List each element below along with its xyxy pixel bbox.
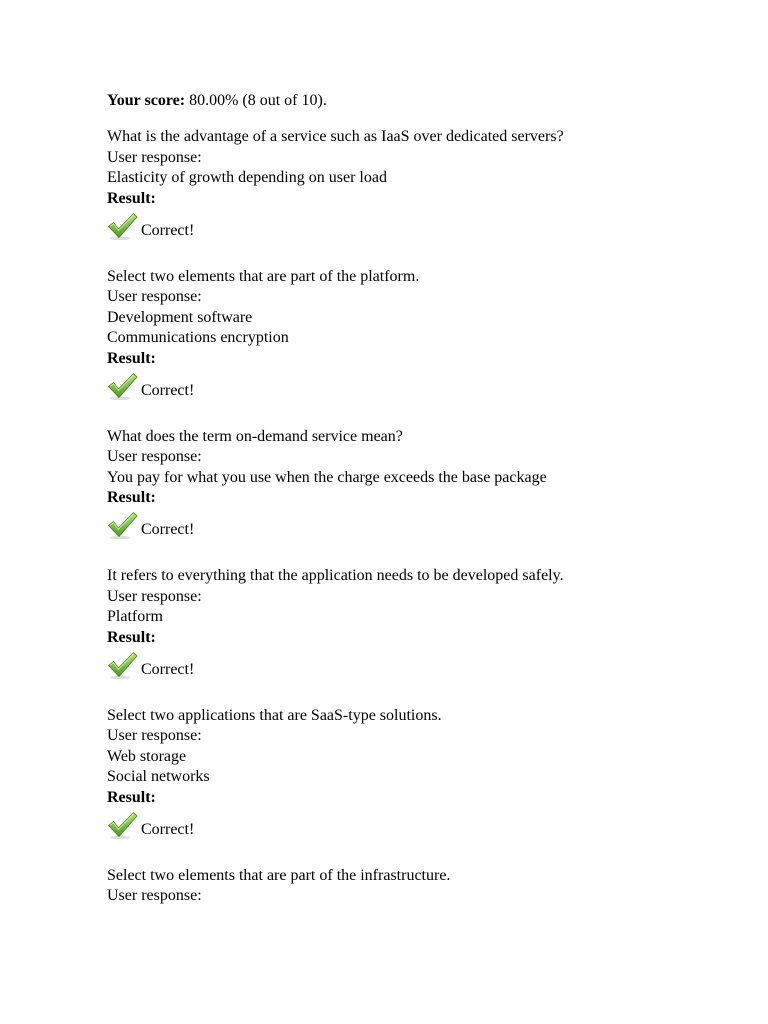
- score-line: [107, 91, 747, 111]
- user-response-answer: You pay for what you use when the charge exceeds the base package: [107, 468, 547, 486]
- question-text: It refers to everything that the application needs to be developed safely.: [107, 567, 564, 585]
- user-response-label: User response:: [107, 448, 202, 466]
- checkmark-icon: [107, 811, 138, 840]
- result-status: Correct!: [141, 521, 195, 539]
- user-response-label: User response:: [107, 288, 202, 306]
- result-row: [107, 510, 747, 542]
- question-text: Select two elements that are part of the infrastructure.: [107, 866, 451, 884]
- checkmark-icon: [107, 212, 138, 241]
- result-status: Correct!: [141, 820, 195, 838]
- result-label: Result:: [107, 349, 156, 367]
- user-response-answer: Elasticity of growth depending on user load: [107, 169, 387, 187]
- result-status: Correct!: [141, 381, 195, 399]
- user-response-label: User response:: [107, 887, 202, 905]
- result-row: [107, 211, 747, 243]
- checkmark-icon: [107, 511, 138, 540]
- result-status: Correct!: [141, 661, 195, 679]
- result-label: Result:: [107, 628, 156, 646]
- result-status: Correct!: [141, 221, 195, 239]
- score-value: 80.00% (8 out of 10).: [189, 92, 327, 109]
- result-row: [107, 371, 747, 403]
- question-block-2: [107, 267, 747, 403]
- user-response-answer: Social networks: [107, 768, 210, 786]
- score-label: Your score:: [107, 92, 186, 109]
- user-response-answer: Development software: [107, 308, 253, 326]
- user-response-answer: Platform: [107, 608, 163, 626]
- question-block-6: [107, 866, 747, 907]
- result-row: [107, 810, 747, 842]
- checkmark-icon: [107, 651, 138, 680]
- question-text: Select two applications that are SaaS-type solutions.: [107, 707, 442, 725]
- question-text: What is the advantage of a service such as IaaS over dedicated servers?: [107, 128, 564, 146]
- question-block-5: [107, 706, 747, 842]
- question-block-1: [107, 127, 747, 243]
- result-label: Result:: [107, 788, 156, 806]
- user-response-label: User response:: [107, 727, 202, 745]
- user-response-answer: Web storage: [107, 747, 187, 765]
- question-block-3: [107, 427, 747, 543]
- quiz-results: [107, 91, 747, 931]
- user-response-answer: Communications encryption: [107, 329, 289, 347]
- user-response-label: User response:: [107, 148, 202, 166]
- question-text: Select two elements that are part of the platform.: [107, 267, 420, 285]
- user-response-label: User response:: [107, 587, 202, 605]
- result-label: Result:: [107, 489, 156, 507]
- question-text: What does the term on-demand service mean?: [107, 427, 403, 445]
- result-row: [107, 650, 747, 682]
- result-label: Result:: [107, 189, 156, 207]
- question-block-4: [107, 566, 747, 682]
- checkmark-icon: [107, 372, 138, 401]
